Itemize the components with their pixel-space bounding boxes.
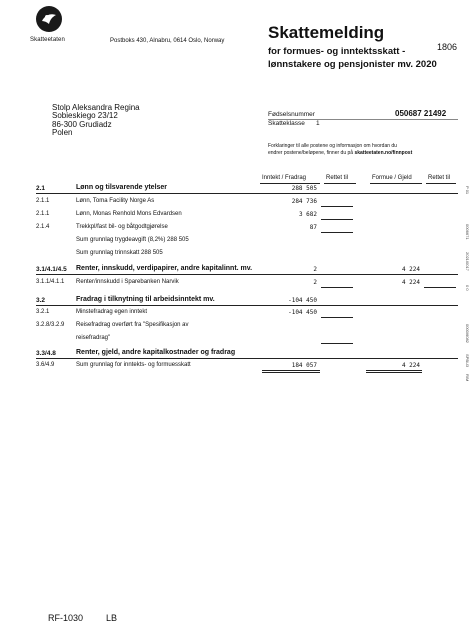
wealth-value: 4 224: [401, 362, 420, 369]
col-income-header: Inntekt / Fradrag: [262, 175, 307, 181]
footer-form-code: RF-1030: [48, 613, 84, 623]
explanation-note: [268, 143, 458, 157]
row-code: 3.2.1: [36, 309, 50, 315]
correction-field[interactable]: [321, 287, 353, 288]
income-value: 87: [309, 224, 317, 231]
taxpayer-postal: 86-300 Grudiadz: [52, 119, 112, 129]
side-mark: SPBU3: [465, 354, 470, 368]
birth-number-label: Fødselsnummer: [268, 111, 315, 118]
note-link[interactable]: skatteetaten.no/finnpost: [354, 150, 413, 156]
total-underline: [262, 370, 320, 371]
income-value: 284 736: [291, 198, 317, 205]
col-corrected1-header: Rettet til: [326, 175, 349, 181]
row-label: Minstefradrag egen inntekt: [76, 309, 148, 315]
total-double-underline: [262, 372, 320, 373]
row-code: 3.2: [36, 297, 46, 304]
sum-line: Sum grunnlag trinnskatt 288 505: [76, 250, 163, 256]
correction-field[interactable]: [321, 206, 353, 207]
row-label: Renter/innskudd i Sparebanken Narvik: [76, 279, 179, 285]
side-mark: P 01: [465, 186, 470, 195]
total-underline: [366, 370, 422, 371]
section-title: Fradrag i tilknytning til arbeidsinntekt mv.: [76, 296, 215, 303]
form-number: 1806: [437, 42, 458, 52]
section-divider: [36, 274, 458, 275]
correction-field[interactable]: [424, 287, 456, 288]
subtitle-line-2: lønnstakere og pensjonister mv. 2020: [268, 59, 437, 70]
section-divider: [36, 193, 458, 194]
wealth-value: 4 224: [401, 279, 420, 286]
section-divider: [36, 305, 458, 306]
correction-field[interactable]: [321, 232, 353, 233]
col-income-underline: [260, 183, 320, 184]
income-value: 2: [313, 266, 317, 273]
income-value: 2: [313, 279, 317, 286]
row-label: Lønn, Toma Facility Norge As: [76, 198, 155, 204]
income-value: -104 450: [288, 309, 317, 316]
section-divider: [36, 358, 458, 359]
row-label: Lønn, Monas Renhold Mons Edvardsen: [76, 211, 182, 217]
correction-field[interactable]: [321, 343, 353, 344]
side-mark: 2021/0017: [465, 252, 470, 271]
skatteetaten-logo-icon: [36, 6, 62, 32]
logo-text: Skatteetaten: [30, 37, 65, 43]
total-double-underline: [366, 372, 422, 373]
row-code: 3.1/4.1/4.5: [36, 266, 67, 273]
row-code: 3.1.1/4.1.1: [36, 279, 65, 285]
note-line-1: Forklaringer til alle postene og informasjon om hvordan du: [268, 143, 397, 149]
col-wealth-underline: [370, 183, 422, 184]
note-line-2: [268, 150, 458, 157]
row-code: 2.1.1: [36, 211, 50, 217]
wealth-value: 4 224: [401, 266, 420, 273]
income-value: 3 682: [298, 211, 317, 218]
taxpayer-street: Sobieskiego 23/12: [52, 111, 118, 121]
col-corrected1-underline: [324, 183, 356, 184]
birth-number-value: 050687 21492: [395, 109, 447, 118]
row-code: 3.3/4.8: [36, 350, 56, 357]
page-subtitle: [268, 45, 437, 71]
correction-field[interactable]: [321, 219, 353, 220]
sum-line: Sum grunnlag trygdeavgift (8,2%) 288 505: [76, 237, 189, 243]
side-mark: RIM: [465, 374, 470, 382]
subtitle-line-1: for formues- og inntektsskatt -: [268, 46, 406, 57]
col-wealth-header: Formue / Gjeld: [372, 175, 412, 181]
income-value: -104 450: [288, 297, 317, 304]
correction-field[interactable]: [321, 317, 353, 318]
side-mark: 0000/6082: [465, 324, 470, 343]
side-mark: 0 0: [465, 285, 470, 291]
tax-class-value: 1: [316, 120, 320, 127]
section-title: Renter, innskudd, verdipapirer, andre kapitalinnt. mv.: [76, 265, 253, 272]
id-divider: [268, 119, 458, 120]
row-label: Sum grunnlag for inntekts- og formuesskatt: [76, 362, 191, 368]
row-label-cont: reisefradrag": [76, 335, 111, 341]
row-code: 2.1.1: [36, 198, 50, 204]
row-label: Reisefradrag overført fra "Spesifikasjon av: [76, 322, 189, 328]
taxpayer-name: Stolp Aleksandra Regina: [52, 103, 140, 112]
row-code: 2.1.4: [36, 224, 50, 230]
income-value: 184 057: [291, 362, 317, 369]
tax-class-label: Skatteklasse: [268, 120, 305, 127]
taxpayer-address: [52, 104, 140, 138]
row-label: Trekkpl/fast bil- og båtgodtgjørelse: [76, 224, 168, 230]
income-value: 288 505: [291, 185, 317, 192]
col-corrected2-header: Rettet til: [428, 175, 451, 181]
section-title: Lønn og tilsvarende ytelser: [76, 184, 168, 191]
taxpayer-country: Polen: [52, 128, 73, 138]
row-code: 2.1: [36, 185, 46, 192]
section-title: Renter, gjeld, andre kapitalkostnader og fradrag: [76, 349, 236, 356]
page-title: Skattemelding: [268, 23, 385, 42]
footer-suffix: LB: [106, 613, 118, 623]
row-code: 3.6/4.9: [36, 362, 55, 368]
side-mark: 0006671: [465, 224, 470, 240]
col-corrected2-underline: [426, 183, 456, 184]
note-text: endrer postene/beløpene, finner du på: [268, 150, 355, 156]
row-code: 3.2.8/3.2.9: [36, 322, 65, 328]
office-address: Postboks 430, Alnabru, 0614 Oslo, Norway: [110, 38, 225, 44]
